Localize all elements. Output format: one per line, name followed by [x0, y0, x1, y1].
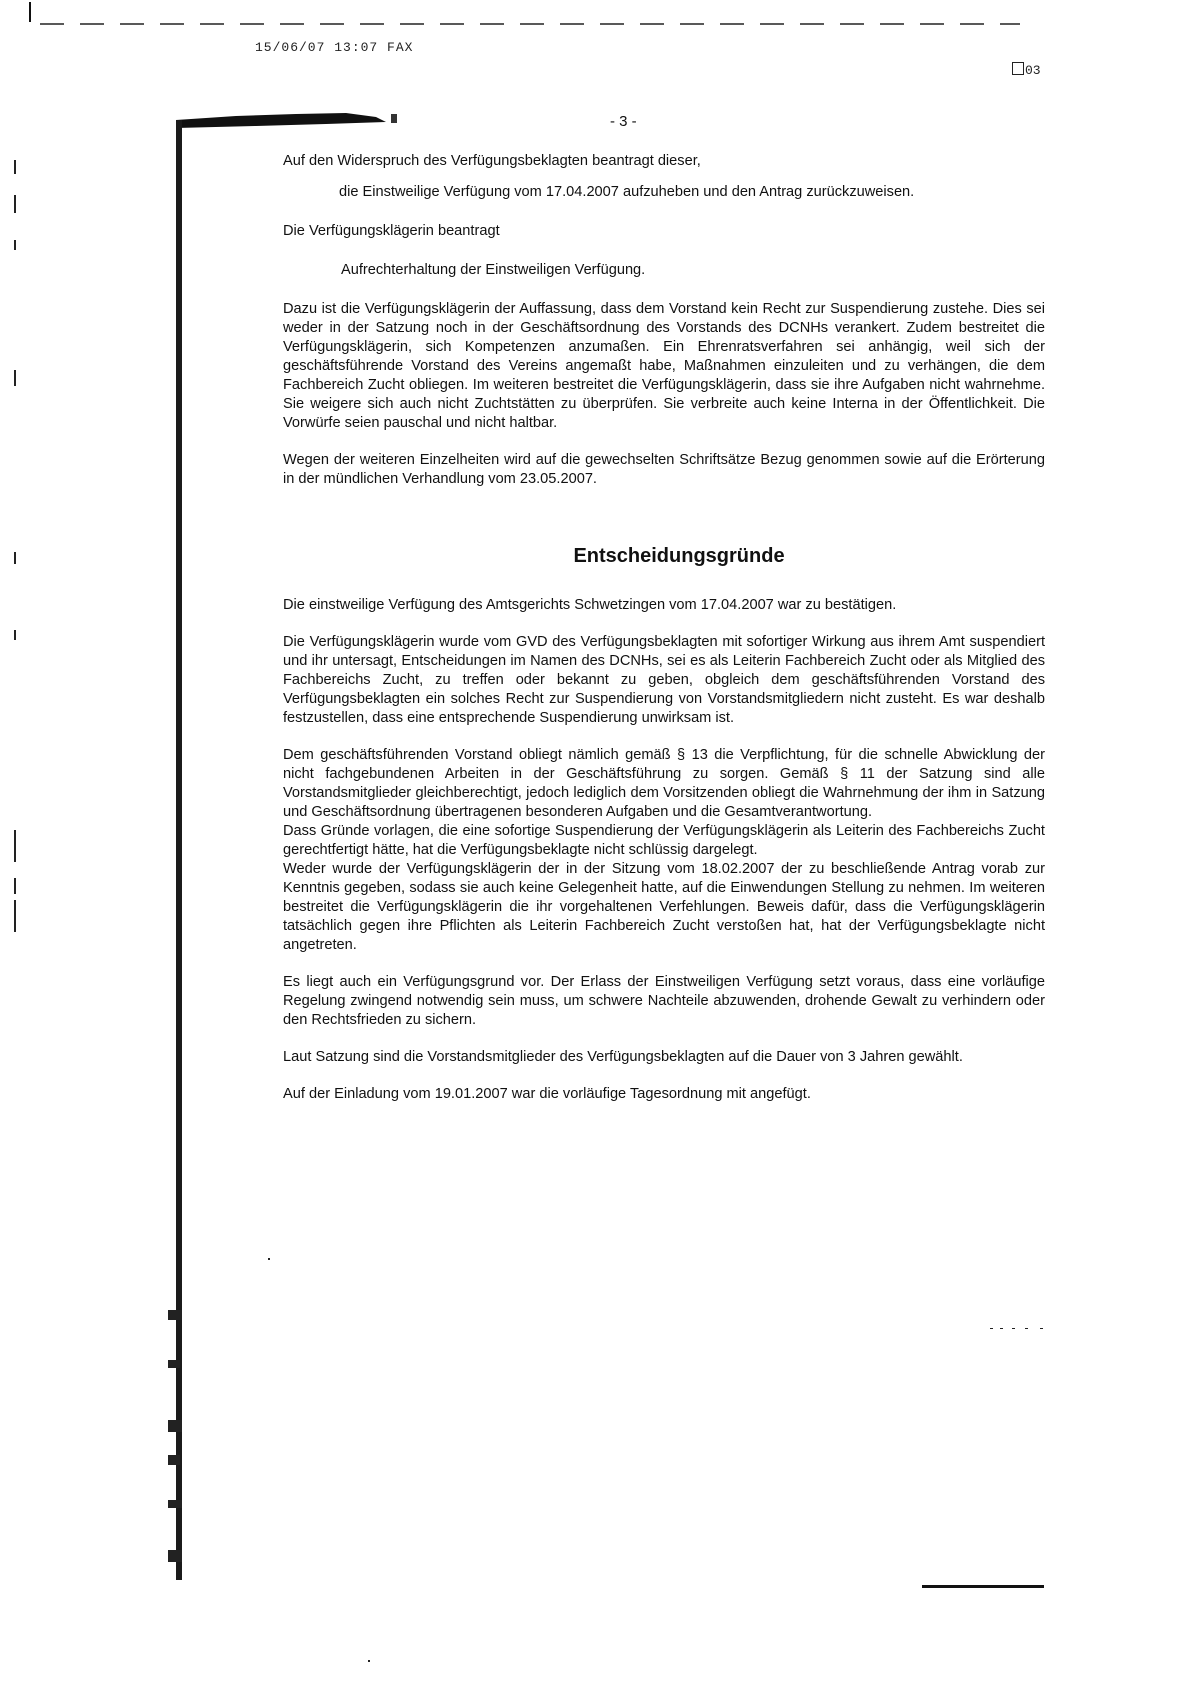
document-body: [283, 152, 1045, 1104]
paragraph: Aufrechterhaltung der Einstweiligen Verfügung.: [341, 262, 646, 278]
paragraph: Laut Satzung sind die Vorstandsmitglieder des Verfügungsbeklagten auf die Dauer von 3 Jahren gewählt.: [283, 1049, 963, 1065]
paragraph: die Einstweilige Verfügung vom 17.04.2007 aufzuheben und den Antrag zurückzuweisen.: [339, 184, 915, 200]
section-heading: Entscheidungsgründe: [573, 545, 785, 567]
fax-page-number: 03: [1025, 63, 1041, 78]
paragraph: Die Verfügungsklägerin beantragt: [283, 223, 500, 239]
paragraph: Weder wurde der Verfügungsklägerin der in der Sitzung vom 18.02.2007 der zu beschließende Antrag vorab zur Kenntnis gegeben, sodass sie auch keine Gelegenheit hatte, auf die Einwendungen Stellung zu nehmen. Im weiteren bestreitet die Verfügungsklägerin die ihr vorgehaltenen Verfehlungen. Beweis dafür, dass die Verfügungsklägerin tatsächlich gegen ihre Pflichten als Leiterin Fachbereich Zucht verstoßen hat, hat der Verfügungsbeklagte nicht angetreten.: [283, 861, 1045, 953]
paragraph: Auf der Einladung vom 19.01.2007 war die vorläufige Tagesordnung mit angefügt.: [283, 1086, 811, 1102]
bottom-rule: [922, 1585, 1044, 1588]
paragraph: Die Verfügungsklägerin wurde vom GVD des Verfügungsbeklagten mit sofortiger Wirkung aus ihrem Amt suspendiert und ihr untersagt, Entscheidungen im Namen des DCNHs, sei es als Leiterin Fachbereich Zucht oder als Mitglied des Fachbereichs Zucht, zu treffen oder bekannt zu geben, obgleich dem geschäftsführenden Vorstand des Verfügungsbeklagten ein solches Recht zur Suspendierung von Vorstandsmitgliedern nicht zusteht. Es war deshalb festzustellen, dass eine entsprechende Suspendierung unwirksam ist.: [283, 634, 1045, 726]
paragraph: Die einstweilige Verfügung des Amtsgerichts Schwetzingen vom 17.04.2007 war zu bestätigen.: [283, 597, 897, 613]
paragraph: Dazu ist die Verfügungsklägerin der Auffassung, dass dem Vorstand kein Recht zur Suspendierung zustehe. Dies sei weder in der Satzung noch in der Geschäftsordnung des Vorstands des DCNHs verankert. Zudem bestreitet die Verfügungsklägerin, sich Kompetenzen anzumaßen. Ein Ehrenratsverfahren sei anhängig, weil sich der geschäftsführende Vorstand des Vereins angemaßt habe, Maßnahmen einzuleiten und zu verhängen, die dem Fachbereich Zucht obliegen. Im weiteren bestreitet die Verfügungsklägerin, dass sie ihre Aufgaben nicht wahrnehme. Sie weigere sich auch nicht Zuchtstätten zu überprüfen. Sie verbreite auch keine Interna in der Öffentlichkeit. Die Vorwürfe seien pauschal und nicht haltbar.: [283, 301, 1045, 431]
paragraph: Es liegt auch ein Verfügungsgrund vor. Der Erlass der Einstweiligen Verfügung setzt voraus, dass eine vorläufige Regelung zwingend notwendig sein muss, um schwere Nachteile abzuwenden, drohende Gewalt zu verhindern oder den Rechtsfrieden zu sichern.: [283, 974, 1045, 1028]
page-number: - 3 -: [610, 113, 637, 130]
paragraph: Dem geschäftsführenden Vorstand obliegt nämlich gemäß § 13 die Verpflichtung, für die schnelle Abwicklung der nicht fachgebundenen Arbeiten in der Geschäftsführung zu sorgen. Gemäß § 11 der Satzung sind alle Vorstandsmitglieder gleichberechtigt, jedoch lediglich dem Vorsitzenden obliegt die Wahrnehmung der ihm in Satzung und Geschäftsordnung übertragenen besonderen Aufgaben und die Gesamtverantwortung.: [283, 747, 1045, 820]
fax-header-datetime: 15/06/07 13:07 FAX: [255, 40, 414, 55]
paragraph: Wegen der weiteren Einzelheiten wird auf die gewechselten Schriftsätze Bezug genommen sowie auf die Erörterung in der mündlichen Verhandlung vom 23.05.2007.: [283, 452, 1045, 487]
paragraph: Dass Gründe vorlagen, die eine sofortige Suspendierung der Verfügungsklägerin als Leiterin des Fachbereichs Zucht gerechtfertigt hätte, hat die Verfügungsbeklagte nicht schlüssig dargelegt.: [283, 823, 1045, 858]
paragraph: Auf den Widerspruch des Verfügungsbeklagten beantragt dieser,: [283, 153, 701, 169]
